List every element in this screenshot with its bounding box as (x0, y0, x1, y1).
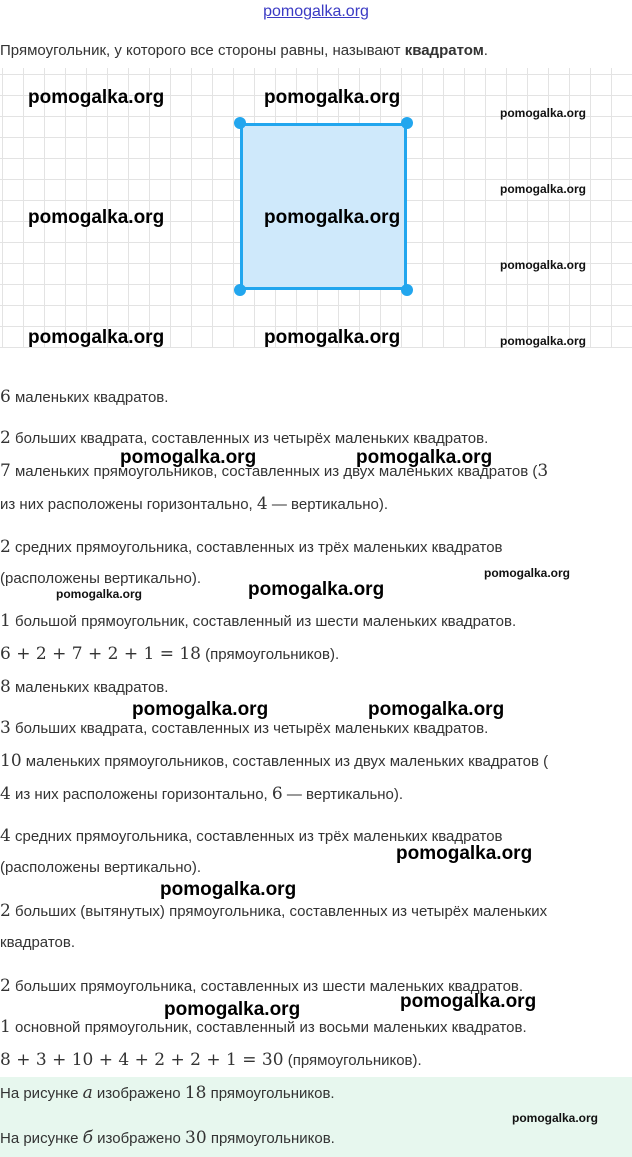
text-line: 4 средних прямоугольника, составленных из трёх маленьких квадратов (0, 826, 503, 846)
watermark: pomogalka.org (396, 843, 533, 864)
vertex-dot (401, 284, 413, 296)
text-line: 4 из них расположены горизонтально, 6 — вертикально). (0, 784, 404, 804)
vertex-dot (234, 117, 246, 129)
watermark: pomogalka.org (164, 999, 301, 1020)
text-line: из них расположены горизонтально, 4 — вертикально). (0, 494, 389, 514)
watermark: pomogalka.org (160, 879, 297, 900)
text-line: 7 маленьких прямоугольников, составленных из двух маленьких квадратов (3 (0, 461, 549, 481)
text-line: 2 больших прямоугольника, составленных из шести маленьких квадратов. (0, 976, 524, 996)
text-line: 2 средних прямоугольника, составленных из трёх маленьких квадратов (0, 537, 503, 557)
intro-bold-term: квадратом (404, 42, 484, 59)
watermark: pomogalka.org (500, 334, 587, 348)
text-line: 8 маленьких квадратов. (0, 677, 169, 697)
text-line: 2 больших (вытянутых) прямоугольника, составленных из четырёх маленьких (0, 901, 548, 921)
watermark: pomogalka.org (484, 566, 571, 580)
watermark: pomogalka.org (500, 106, 587, 120)
watermark: pomogalka.org (28, 207, 165, 228)
watermark: pomogalka.org (248, 579, 385, 600)
vertex-dot (234, 284, 246, 296)
text-line: 3 больших квадрата, составленных из четырёх маленьких квадратов. (0, 718, 489, 738)
text-line: 10 маленьких прямоугольников, составленных из двух маленьких квадратов ( (0, 751, 549, 771)
watermark: pomogalka.org (400, 991, 537, 1012)
site-link[interactable]: pomogalka.org (263, 3, 369, 20)
text-line: 1 основной прямоугольник, составленный из восьми маленьких квадратов. (0, 1017, 527, 1037)
intro-end: . (483, 42, 488, 59)
text-line: 6 маленьких квадратов. (0, 387, 169, 407)
text-line: 2 больших квадрата, составленных из четырёх маленьких квадратов. (0, 428, 489, 448)
watermark: pomogalka.org (264, 87, 401, 108)
vertex-dot (401, 117, 413, 129)
text-line: квадратов. (0, 934, 75, 951)
watermark: pomogalka.org (264, 327, 401, 348)
watermark: pomogalka.org (512, 1111, 599, 1125)
watermark: pomogalka.org (28, 87, 165, 108)
watermark: pomogalka.org (132, 699, 269, 720)
watermark: pomogalka.org (500, 182, 587, 196)
watermark: pomogalka.org (56, 587, 143, 601)
watermark: pomogalka.org (500, 258, 587, 272)
answer-line: На рисунке a изображено 18 прямоугольников. (0, 1083, 335, 1103)
watermark: pomogalka.org (368, 699, 505, 720)
text-line: 8 + 3 + 10 + 4 + 2 + 2 + 1 = 30 (прямоугольников). (0, 1050, 422, 1070)
text-line: (расположены вертикально). (0, 570, 202, 587)
text-line: 6 + 2 + 7 + 2 + 1 = 18 (прямоугольников). (0, 644, 340, 664)
answer-line: На рисунке б изображено 30 прямоугольников. (0, 1128, 335, 1148)
watermark: pomogalka.org (28, 327, 165, 348)
watermark: pomogalka.org (264, 207, 401, 228)
text-line: 1 большой прямоугольник, составленный из шести маленьких квадратов. (0, 611, 517, 631)
watermark: pomogalka.org (120, 447, 257, 468)
intro-text-main: Прямоугольник, у которого все стороны равны, называют (0, 42, 405, 59)
intro-text (0, 42, 488, 59)
watermark: pomogalka.org (356, 447, 493, 468)
text-line: (расположены вертикально). (0, 859, 202, 876)
